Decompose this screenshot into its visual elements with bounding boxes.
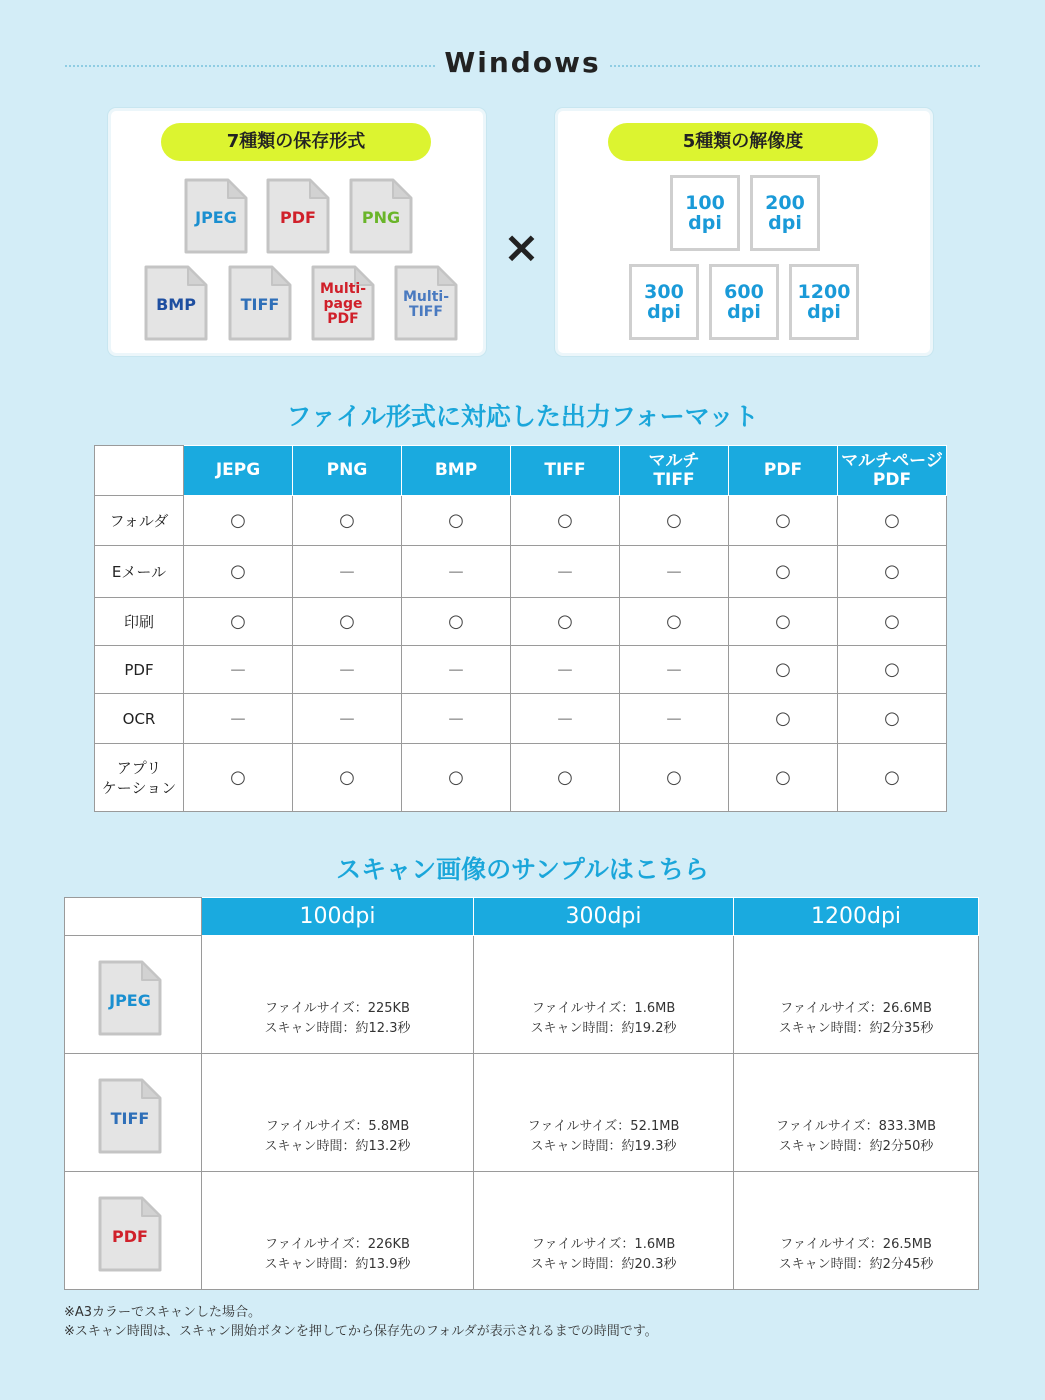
scan-time: スキャン時間：約2分35秒 [778, 1021, 934, 1036]
row-label: OCR [95, 694, 184, 744]
table-row [65, 1172, 979, 1290]
resolution-value: 200 [765, 192, 805, 214]
support-mark: － [620, 694, 729, 744]
header-corner [65, 898, 202, 936]
file-format-label: JPEG [109, 991, 151, 1010]
support-mark: － [293, 546, 402, 598]
file-size: ファイルサイズ：1.6MB [531, 1001, 676, 1016]
support-mark: ○ [402, 598, 511, 646]
header-title: Windows [444, 46, 601, 79]
footnote: ※A3カラーでスキャンした場合。 [64, 1305, 262, 1320]
footnotes [64, 1303, 658, 1341]
sample-cell [202, 1054, 474, 1172]
file-format-label: TIFF [110, 1109, 150, 1128]
scan-time: スキャン時間：約20.3秒 [530, 1257, 677, 1272]
header-divider-right [610, 65, 980, 67]
support-mark: － [293, 694, 402, 744]
support-mark: ○ [620, 744, 729, 812]
file-format-icon [393, 264, 459, 342]
format-table [94, 445, 947, 812]
sample-cell [734, 1172, 979, 1290]
support-mark: ○ [838, 646, 947, 694]
row-label: 印刷 [95, 598, 184, 646]
file-format-label: TIFF [240, 295, 280, 314]
resolution-value: 1200 [797, 281, 851, 303]
footnote: ※スキャン時間は、スキャン開始ボタンを押してから保存先のフォルダが表示されるまでの時間です。 [64, 1324, 658, 1339]
file-format-label: PNG [361, 208, 401, 227]
sample-cell [734, 1054, 979, 1172]
resolution-value: 300 [644, 281, 684, 303]
resolution-pill: 5種類の解像度 [608, 123, 878, 161]
support-mark: ○ [729, 598, 838, 646]
table-row [95, 694, 947, 744]
resolution-box [789, 264, 859, 340]
support-mark: ○ [184, 744, 293, 812]
support-mark: ○ [729, 744, 838, 812]
file-format-label: JPEG [195, 208, 237, 227]
file-format-icon [227, 264, 293, 342]
file-format-icon [310, 264, 376, 342]
sample-table-title: スキャン画像のサンプルはこちら [336, 855, 709, 884]
row-label: Eメール [95, 546, 184, 598]
file-format-icon [97, 959, 163, 1037]
formats-pill: 7種類の保存形式 [161, 123, 431, 161]
resolution-unit: dpi [807, 301, 841, 323]
support-mark: － [293, 646, 402, 694]
table-row [65, 1054, 979, 1172]
support-mark: ○ [620, 598, 729, 646]
resolution-unit: dpi [727, 301, 761, 323]
column-header: 300dpi [474, 898, 734, 936]
support-mark: － [620, 646, 729, 694]
file-format-label: Multi- TIFF [403, 289, 449, 320]
column-header: マルチ TIFF [620, 446, 729, 496]
support-mark: ○ [402, 496, 511, 546]
support-mark: ○ [293, 598, 402, 646]
support-mark: － [184, 694, 293, 744]
scan-time: スキャン時間：約2分45秒 [778, 1257, 934, 1272]
sample-table-header [65, 898, 979, 936]
support-mark: ○ [511, 496, 620, 546]
support-mark: ○ [729, 694, 838, 744]
resolution-box [709, 264, 779, 340]
sample-table [64, 897, 979, 1290]
support-mark: ○ [620, 496, 729, 546]
resolution-box [750, 175, 820, 251]
sample-cell [474, 936, 734, 1054]
support-mark: ○ [729, 496, 838, 546]
resolution-unit: dpi [688, 212, 722, 234]
support-mark: ○ [838, 744, 947, 812]
scan-time: スキャン時間：約19.2秒 [530, 1021, 677, 1036]
scan-time: スキャン時間：約2分50秒 [778, 1139, 934, 1154]
multiply-symbol: × [503, 222, 540, 273]
file-size: ファイルサイズ：5.8MB [265, 1119, 410, 1134]
format-table-header [95, 446, 947, 496]
support-mark: － [402, 646, 511, 694]
support-mark: ○ [729, 546, 838, 598]
support-mark: － [620, 546, 729, 598]
resolution-unit: dpi [647, 301, 681, 323]
support-mark: ○ [729, 646, 838, 694]
sample-cell [474, 1172, 734, 1290]
column-header: BMP [402, 446, 511, 496]
support-mark: ○ [838, 496, 947, 546]
row-label: PDF [95, 646, 184, 694]
support-mark: － [402, 694, 511, 744]
scan-time: スキャン時間：約12.3秒 [264, 1021, 411, 1036]
support-mark: － [184, 646, 293, 694]
row-label: フォルダ [95, 496, 184, 546]
file-size: ファイルサイズ：833.3MB [775, 1119, 937, 1134]
file-format-icon [97, 1077, 163, 1155]
resolution-value: 600 [724, 281, 764, 303]
file-type-cell [65, 1054, 202, 1172]
support-mark: ○ [184, 546, 293, 598]
support-mark: － [511, 694, 620, 744]
column-header: マルチページ PDF [838, 446, 947, 496]
file-size: ファイルサイズ：52.1MB [527, 1119, 680, 1134]
sample-cell [202, 936, 474, 1054]
support-mark: ○ [511, 744, 620, 812]
sample-cell [474, 1054, 734, 1172]
support-mark: ○ [838, 598, 947, 646]
column-header: 100dpi [202, 898, 474, 936]
file-format-label: Multi- page PDF [320, 281, 366, 327]
table-row [65, 936, 979, 1054]
resolution-unit: dpi [768, 212, 802, 234]
support-mark: ○ [402, 744, 511, 812]
column-header: 1200dpi [734, 898, 979, 936]
support-mark: ○ [184, 598, 293, 646]
sample-cell [202, 1172, 474, 1290]
file-type-cell [65, 936, 202, 1054]
file-size: ファイルサイズ：225KB [265, 1001, 410, 1016]
resolution-box [629, 264, 699, 340]
sample-cell [734, 936, 979, 1054]
formats-panel [108, 108, 486, 356]
resolution-value: 100 [685, 192, 725, 214]
support-mark: ○ [838, 694, 947, 744]
scan-time: スキャン時間：約13.2秒 [264, 1139, 411, 1154]
file-size: ファイルサイズ：26.5MB [780, 1237, 932, 1252]
file-format-icon [143, 264, 209, 342]
column-header: TIFF [511, 446, 620, 496]
scan-time: スキャン時間：約19.3秒 [530, 1139, 677, 1154]
support-mark: ○ [838, 546, 947, 598]
resolution-panel [555, 108, 933, 356]
resolution-box [670, 175, 740, 251]
header-corner [95, 446, 184, 496]
support-mark: － [402, 546, 511, 598]
file-format-label: PDF [112, 1227, 148, 1246]
support-mark: ○ [293, 744, 402, 812]
format-table-title: ファイル形式に対応した出力フォーマット [286, 402, 759, 431]
table-row [95, 496, 947, 546]
file-size: ファイルサイズ：226KB [265, 1237, 410, 1252]
file-format-icon [348, 177, 414, 255]
support-mark: － [511, 646, 620, 694]
table-row [95, 646, 947, 694]
section-header [65, 40, 980, 90]
file-format-icon [183, 177, 249, 255]
column-header: JEPG [184, 446, 293, 496]
support-mark: ○ [293, 496, 402, 546]
file-type-cell [65, 1172, 202, 1290]
file-size: ファイルサイズ：26.6MB [780, 1001, 932, 1016]
column-header: PDF [729, 446, 838, 496]
table-row [95, 546, 947, 598]
file-format-label: BMP [156, 295, 196, 314]
row-label: アプリ ケーション [95, 744, 184, 812]
column-header: PNG [293, 446, 402, 496]
scan-time: スキャン時間：約13.9秒 [264, 1257, 411, 1272]
file-size: ファイルサイズ：1.6MB [531, 1237, 676, 1252]
file-format-icon [97, 1195, 163, 1273]
support-mark: ○ [511, 598, 620, 646]
file-format-icon [265, 177, 331, 255]
support-mark: － [511, 546, 620, 598]
file-format-label: PDF [280, 208, 316, 227]
table-row [95, 598, 947, 646]
table-row [95, 744, 947, 812]
support-mark: ○ [184, 496, 293, 546]
